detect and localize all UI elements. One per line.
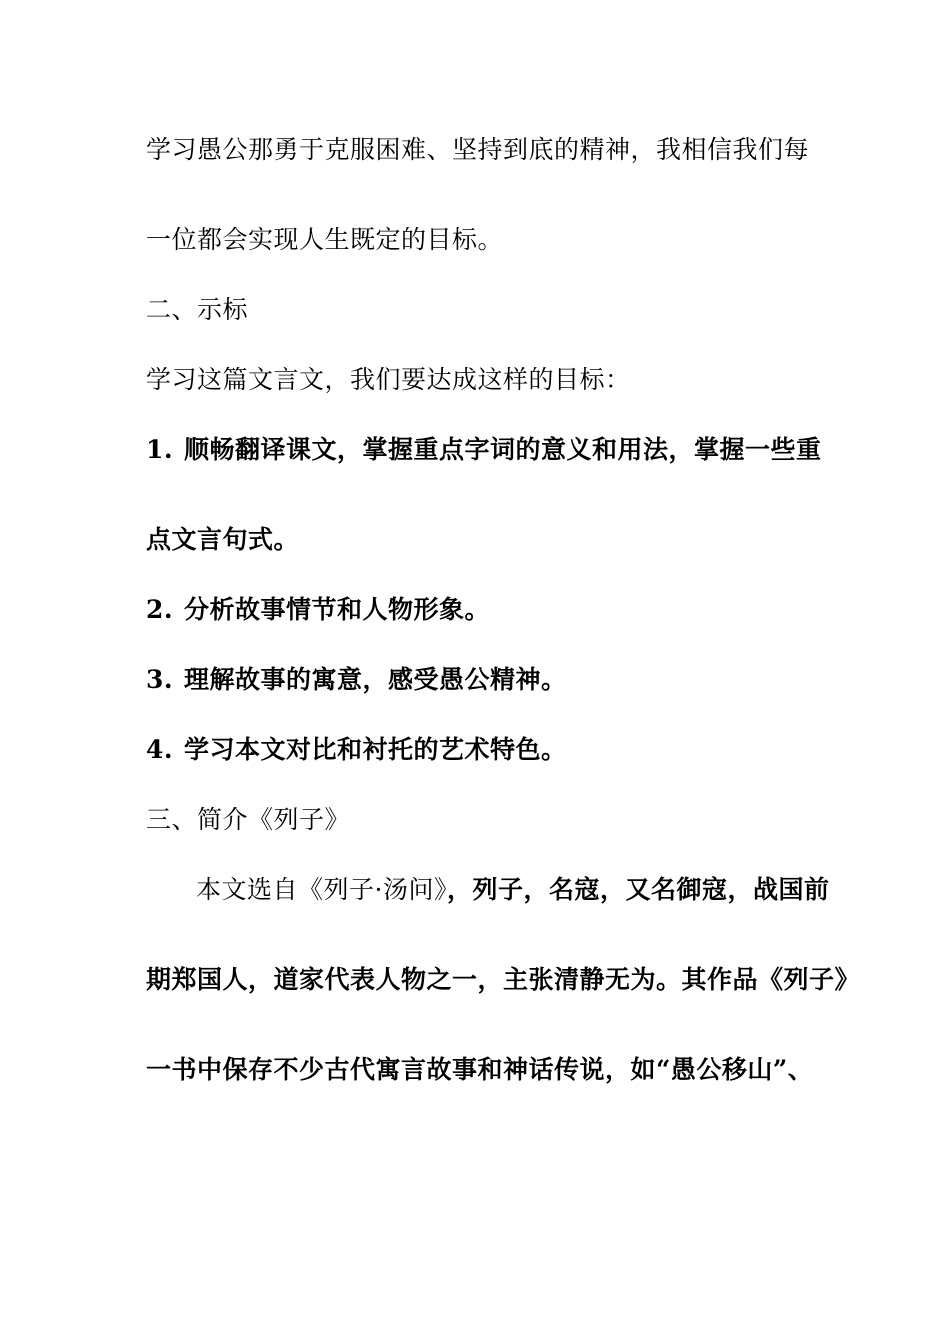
goal-item-4 [146, 735, 567, 765]
goal-number: 2. [146, 595, 174, 624]
intro-line-1: 学习愚公那勇于克服困难、坚持到底的精神，我相信我们每 [146, 135, 810, 164]
goal-number: 3. [146, 665, 174, 694]
section-2-heading: 二、示标 [146, 295, 249, 324]
section-3-para-line-3: 一书中保存不少古代寓言故事和神话传说，如“愚公移山”、 [146, 1055, 814, 1084]
goal-item-2 [146, 595, 490, 625]
goal-item-3 [146, 665, 567, 695]
author-intro: ，列子，名寇，又名御寇，战国前 [446, 875, 830, 904]
goal-item-1 [146, 435, 822, 465]
goal-text: 顺畅翻译课文，掌握重点字词的意义和用法，掌握一些重 [184, 435, 822, 464]
section-3-heading: 三、简介《列子》 [146, 805, 351, 834]
goal-number: 4. [146, 735, 174, 764]
goal-text: 学习本文对比和衬托的艺术特色。 [184, 735, 567, 764]
goal-item-1-continued [146, 525, 299, 555]
section-3-para-line-1 [196, 875, 829, 905]
goal-text: 理解故事的寓意，感受愚公精神。 [184, 665, 567, 694]
goal-text: 分析故事情节和人物形象。 [184, 595, 491, 624]
section-3-para-line-2: 期郑国人，道家代表人物之一，主张清静无为。其作品《列子》 [146, 965, 861, 994]
goal-text: 点文言句式。 [146, 525, 300, 554]
section-2-lead: 学习这篇文言文，我们要达成这样的目标： [146, 365, 631, 394]
goal-number: 1. [146, 435, 174, 464]
source-citation: 本文选自《列子·汤问》 [196, 875, 447, 904]
intro-line-2: 一位都会实现人生既定的目标。 [146, 225, 504, 254]
